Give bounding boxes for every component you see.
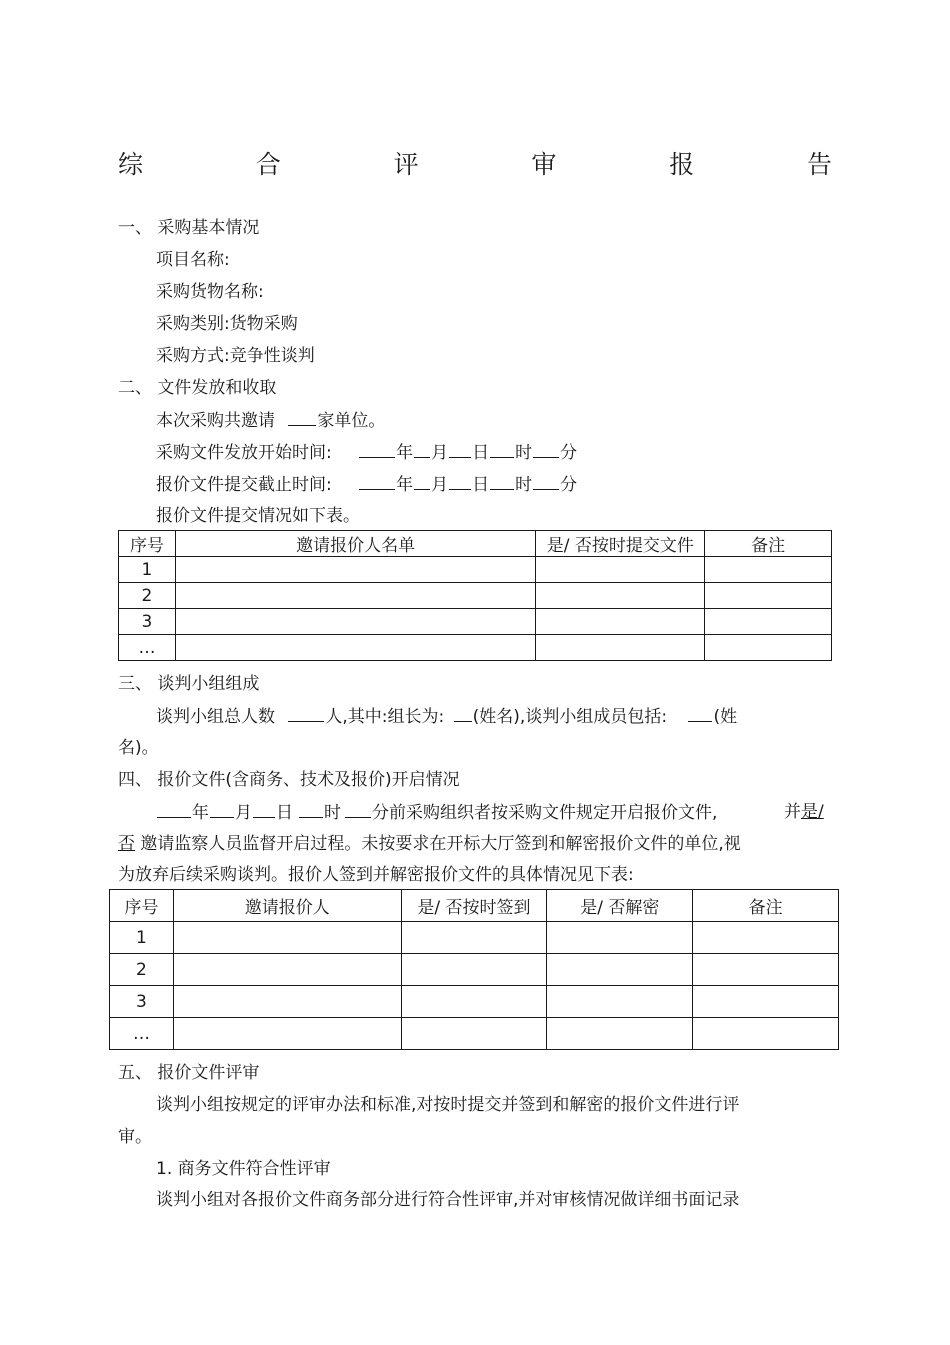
title-char: 评 <box>393 150 419 179</box>
signin-table-intro: 为放弃后续采购谈判。报价人签到并解密报价文件的具体情况见下表: <box>118 865 634 885</box>
cell <box>693 954 839 986</box>
blank-month <box>210 801 234 818</box>
section-4-heading: 四、 报价文件(含商务、技术及报价)开启情况 <box>118 770 460 790</box>
column-header: 备注 <box>693 890 839 922</box>
cell <box>693 1018 839 1050</box>
opening-time-line <box>156 801 717 824</box>
cell <box>175 557 535 583</box>
cell <box>693 922 839 954</box>
cell <box>693 986 839 1018</box>
blank-month <box>414 473 430 490</box>
table-row <box>119 557 832 583</box>
cell <box>536 635 705 661</box>
cell <box>173 954 401 986</box>
blank-year <box>157 801 191 818</box>
cell <box>536 557 705 583</box>
cell <box>401 954 547 986</box>
unit-minute: 分 <box>560 443 578 463</box>
blank-minute <box>533 473 559 490</box>
unit-day: 日 <box>472 475 490 495</box>
evaluation-paragraph-line-1: 谈判小组按规定的评审办法和标准,对按时提交并签到和解密的报价文件进行评 <box>156 1095 740 1115</box>
unit-year: 年 <box>396 443 414 463</box>
blank-year <box>359 473 395 490</box>
unit-month: 月 <box>431 443 449 463</box>
invite-count-blank <box>288 409 316 426</box>
table-row <box>110 922 839 954</box>
title-char: 综 <box>118 150 144 179</box>
unit-month: 月 <box>235 803 252 823</box>
blank-minute <box>345 801 371 818</box>
row-number: 2 <box>110 954 174 986</box>
supervision-text: 邀请监察人员监督开启过程。未按要求在开标大厅签到和解密报价文件的单位,视 <box>140 834 741 854</box>
panel-composition-line <box>156 705 737 728</box>
cell <box>173 922 401 954</box>
panel-members-suffix: (姓 <box>713 707 738 727</box>
unit-hour: 时 <box>515 475 533 495</box>
signin-table <box>109 889 839 1050</box>
cell <box>536 583 705 609</box>
cell <box>175 583 535 609</box>
title-char: 合 <box>255 150 281 179</box>
blank-hour <box>299 801 323 818</box>
section-2-heading: 二、 文件发放和收取 <box>118 378 277 398</box>
supervision-line <box>118 833 741 855</box>
blank-year <box>359 441 395 458</box>
row-number: 3 <box>110 986 174 1018</box>
page-title <box>118 150 832 180</box>
cell <box>401 1018 547 1050</box>
section-3-heading: 三、 谈判小组组成 <box>118 674 260 694</box>
project-name-label: 项目名称: <box>156 250 230 270</box>
section-5-heading: 五、 报价文件评审 <box>118 1063 260 1083</box>
panel-total-label: 谈判小组总人数 <box>156 707 275 727</box>
deadline-time-line <box>156 473 577 496</box>
invite-count-suffix: 家单位。 <box>317 411 386 431</box>
column-header: 是/ 否按时签到 <box>401 890 547 922</box>
commercial-review-paragraph: 谈判小组对各报价文件商务部分进行符合性评审,并对审核情况做详细书面记录 <box>156 1190 740 1210</box>
procurement-method: 采购方式:竞争性谈判 <box>156 346 315 366</box>
unit-day: 日 <box>276 803 293 823</box>
panel-members-label: (姓名),谈判小组成员包括: <box>472 707 668 727</box>
opening-description: 分前采购组织者按采购文件规定开启报价文件, <box>372 803 718 823</box>
panel-leader-label: 人,其中:组长为: <box>325 707 445 727</box>
row-number: … <box>110 1018 174 1050</box>
blank-hour <box>490 441 514 458</box>
column-header: 序号 <box>119 531 176 557</box>
submission-table-intro: 报价文件提交情况如下表。 <box>156 506 360 526</box>
column-header: 邀请报价人 <box>173 890 401 922</box>
cell <box>705 557 832 583</box>
cell <box>173 1018 401 1050</box>
table-header-row <box>110 890 839 922</box>
blank-day <box>449 441 471 458</box>
blank-hour <box>490 473 514 490</box>
cell <box>175 635 535 661</box>
evaluation-paragraph-line-2: 审。 <box>118 1127 152 1147</box>
column-header: 是/ 否解密 <box>547 890 693 922</box>
title-char: 报 <box>669 150 695 179</box>
column-header: 备注 <box>705 531 832 557</box>
cell <box>547 922 693 954</box>
subsection-1-heading: 1. 商务文件符合性评审 <box>156 1159 331 1179</box>
unit-minute: 分 <box>560 475 578 495</box>
cell <box>401 986 547 1018</box>
cell <box>536 609 705 635</box>
yes-option: 是/ <box>801 802 824 822</box>
blank-month <box>414 441 430 458</box>
panel-composition-line-2: 名)。 <box>118 738 159 758</box>
cell <box>173 986 401 1018</box>
unit-year: 年 <box>192 803 209 823</box>
row-number: … <box>119 635 176 661</box>
deadline-time-label: 报价文件提交截止时间: <box>156 475 332 495</box>
column-header: 是/ 否按时提交文件 <box>536 531 705 557</box>
invite-count-line <box>156 409 385 432</box>
row-number: 2 <box>119 583 176 609</box>
opening-line-end <box>784 801 824 823</box>
table-row <box>110 954 839 986</box>
cell <box>175 609 535 635</box>
unit-month: 月 <box>431 475 449 495</box>
panel-total-blank <box>288 705 324 722</box>
cell <box>547 986 693 1018</box>
row-number: 3 <box>119 609 176 635</box>
cell <box>547 954 693 986</box>
cell <box>705 583 832 609</box>
table-row <box>119 635 832 661</box>
issue-time-label: 采购文件发放开始时间: <box>156 443 332 463</box>
title-char: 告 <box>806 150 832 179</box>
table-header-row <box>119 531 832 557</box>
unit-hour: 时 <box>324 803 341 823</box>
table-row <box>119 583 832 609</box>
submission-table <box>118 530 832 661</box>
row-number: 1 <box>110 922 174 954</box>
section-1-heading: 一、 采购基本情况 <box>118 218 260 238</box>
unit-day: 日 <box>472 443 490 463</box>
title-char: 审 <box>531 150 557 179</box>
blank-day <box>253 801 275 818</box>
cell <box>401 922 547 954</box>
column-header: 序号 <box>110 890 174 922</box>
unit-year: 年 <box>396 475 414 495</box>
cell <box>705 609 832 635</box>
cell <box>547 1018 693 1050</box>
no-option: 否 <box>118 834 135 854</box>
panel-leader-blank <box>454 705 472 722</box>
procurement-category: 采购类别:货物采购 <box>156 314 298 334</box>
issue-time-line <box>156 441 577 464</box>
panel-members-blank <box>688 705 712 722</box>
invite-count-prefix: 本次采购共邀请 <box>156 411 275 431</box>
goods-name-label: 采购货物名称: <box>156 282 264 302</box>
table-row <box>110 1018 839 1050</box>
table-row <box>110 986 839 1018</box>
row-number: 1 <box>119 557 176 583</box>
cell <box>705 635 832 661</box>
table-row <box>119 609 832 635</box>
blank-minute <box>533 441 559 458</box>
blank-day <box>449 473 471 490</box>
unit-hour: 时 <box>515 443 533 463</box>
opening-and: 并 <box>784 802 801 822</box>
column-header: 邀请报价人名单 <box>175 531 535 557</box>
